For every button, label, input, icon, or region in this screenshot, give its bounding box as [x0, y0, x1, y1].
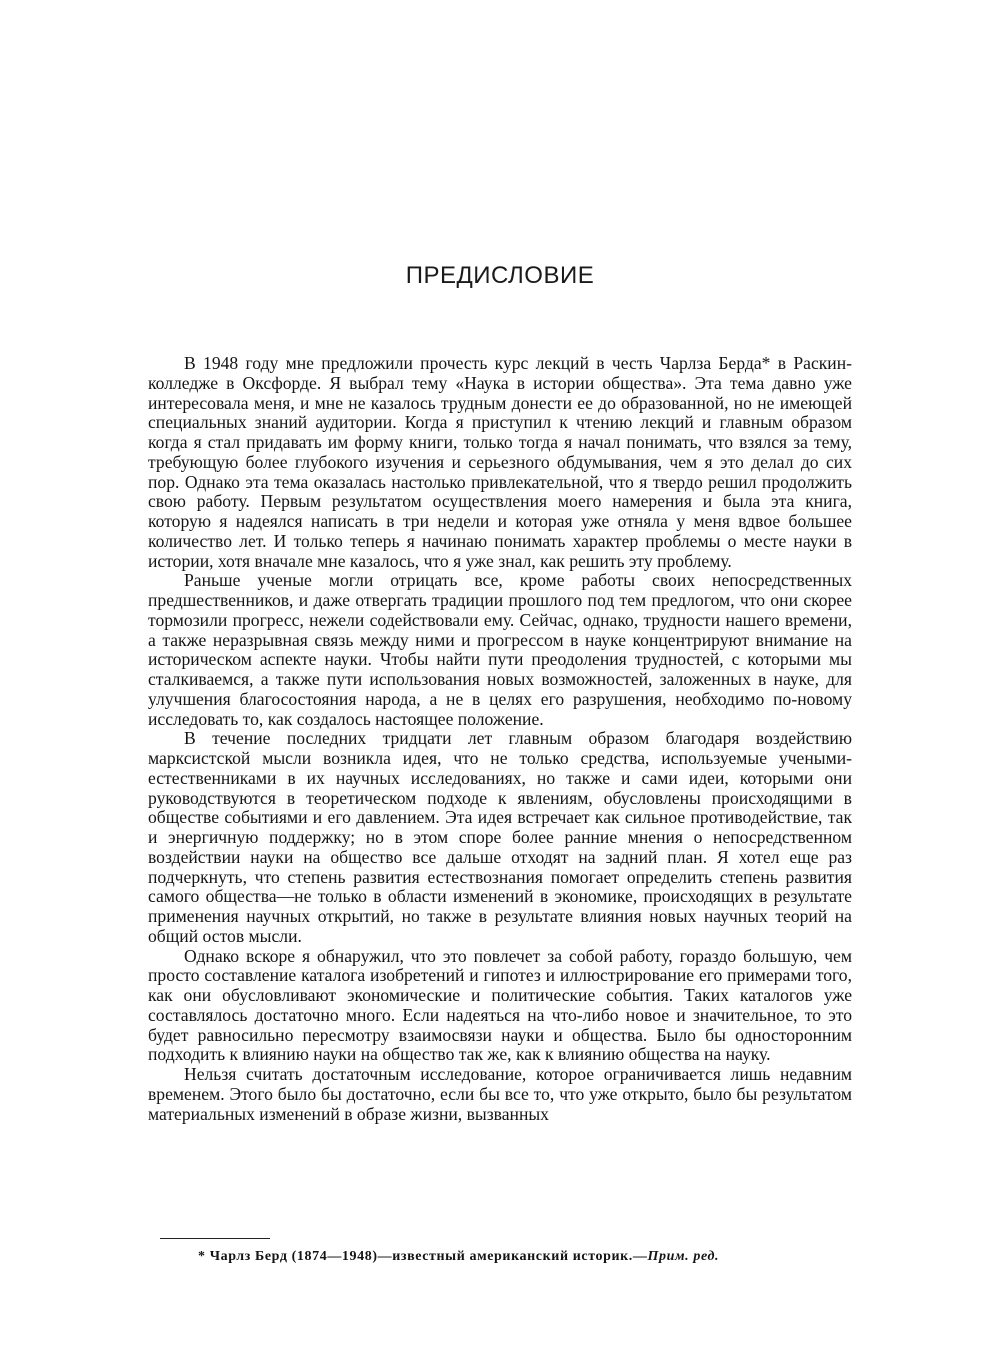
- paragraph-3: В течение последних тридцати лет главным образом благодаря воздействию марксистской мысли возникла идея, что не только средства, используемые учеными-естественниками в их научных исследованиях, но также и сами идеи, которыми они руководствуются в теоретическом подходе к явлениям, обусловлены происходящими в обществе событиями и его давлением. Эта идея встречает как сильное противодействие, так и энергичную поддержку; но в этом споре более ранние мнения о непосредственном воздействии науки на общество все дальше отходят на задний план. Я хотел еще раз подчеркнуть, что степень развития естествознания помогает определить степень развития самого общества—не только в области изменений в экономике, происходящих в результате применения научных открытий, но также в результате влияния новых научных теорий на общий остов мысли.: [148, 728, 852, 946]
- footnote-mark: *: [198, 1249, 206, 1264]
- footnote-divider: [160, 1238, 270, 1239]
- body-text: [148, 354, 852, 1124]
- paragraph-2: Раньше ученые могли отрицать все, кроме работы своих непосредственных предшественников, и даже отвергать традиции прошлого под тем предлогом, что они скорее тормозили прогресс, нежели содействовали ему. Сейчас, однако, трудности нашего времени, а также неразрывная связь между ними и прогрессом в науке концентрируют внимание на историческом аспекте науки. Чтобы найти пути преодоления трудностей, с которыми мы сталкиваемся, а также пути использования новых возможностей, заложенных в науке, для улучшения благосостояния народа, а не в целях его разрушения, необходимо по-новому исследовать то, как создалось настоящее положение.: [148, 570, 852, 729]
- footnote: [198, 1249, 838, 1265]
- paragraph-5: Нельзя считать достаточным исследование, которое ограничивается лишь недавним временем. Этого было бы достаточно, если бы все то, что уже открыто, было бы результатом материальных изменений в образе жизни, вызванных: [148, 1064, 852, 1124]
- footnote-editor-note: Прим. ред.: [647, 1249, 720, 1264]
- footnote-text: Чарлз Берд (1874—1948)—известный американский историк.—: [209, 1249, 648, 1264]
- page-title: ПРЕДИСЛОВИЕ: [405, 262, 595, 289]
- paragraph-4: Однако вскоре я обнаружил, что это повлечет за собой работу, гораздо большую, чем просто составление каталога изобретений и гипотез и иллюстрирование его примерами того, как они обусловливают экономические и политические события. Таких каталогов уже составлялось достаточно много. Если надеяться на что-либо новое и значительное, то это будет равносильно пересмотру взаимосвязи науки и общества. Было бы односторонним подходить к влиянию науки на общество так же, как к влиянию общества на науку.: [148, 945, 852, 1065]
- paragraph-1: В 1948 году мне предложили прочесть курс лекций в честь Чарлза Берда* в Раскин-колледже в Оксфорде. Я выбрал тему «Наука в истории общества». Эта тема давно уже интересовала меня, и мне не казалось трудным донести ее до образованной, но не имеющей специальных знаний аудитории. Когда я приступил к чтению лекций и главным образом когда я стал придавать им форму книги, только тогда я начал понимать, что взялся за тему, требующую более глубокого изучения и серьезного обдумывания, чем я это делал до сих пор. Однако эта тема оказалась настолько привлекательной, что я твердо решил продолжить свою работу. Первым результатом осуществления моего намерения и была эта книга, которую я надеялся написать в три недели и которая уже отняла у меня вдвое большее количество лет. И только теперь я начинаю понимать характер проблемы о месте науки в истории, хотя вначале мне казалось, что я уже знал, как решить эту проблему.: [148, 353, 852, 571]
